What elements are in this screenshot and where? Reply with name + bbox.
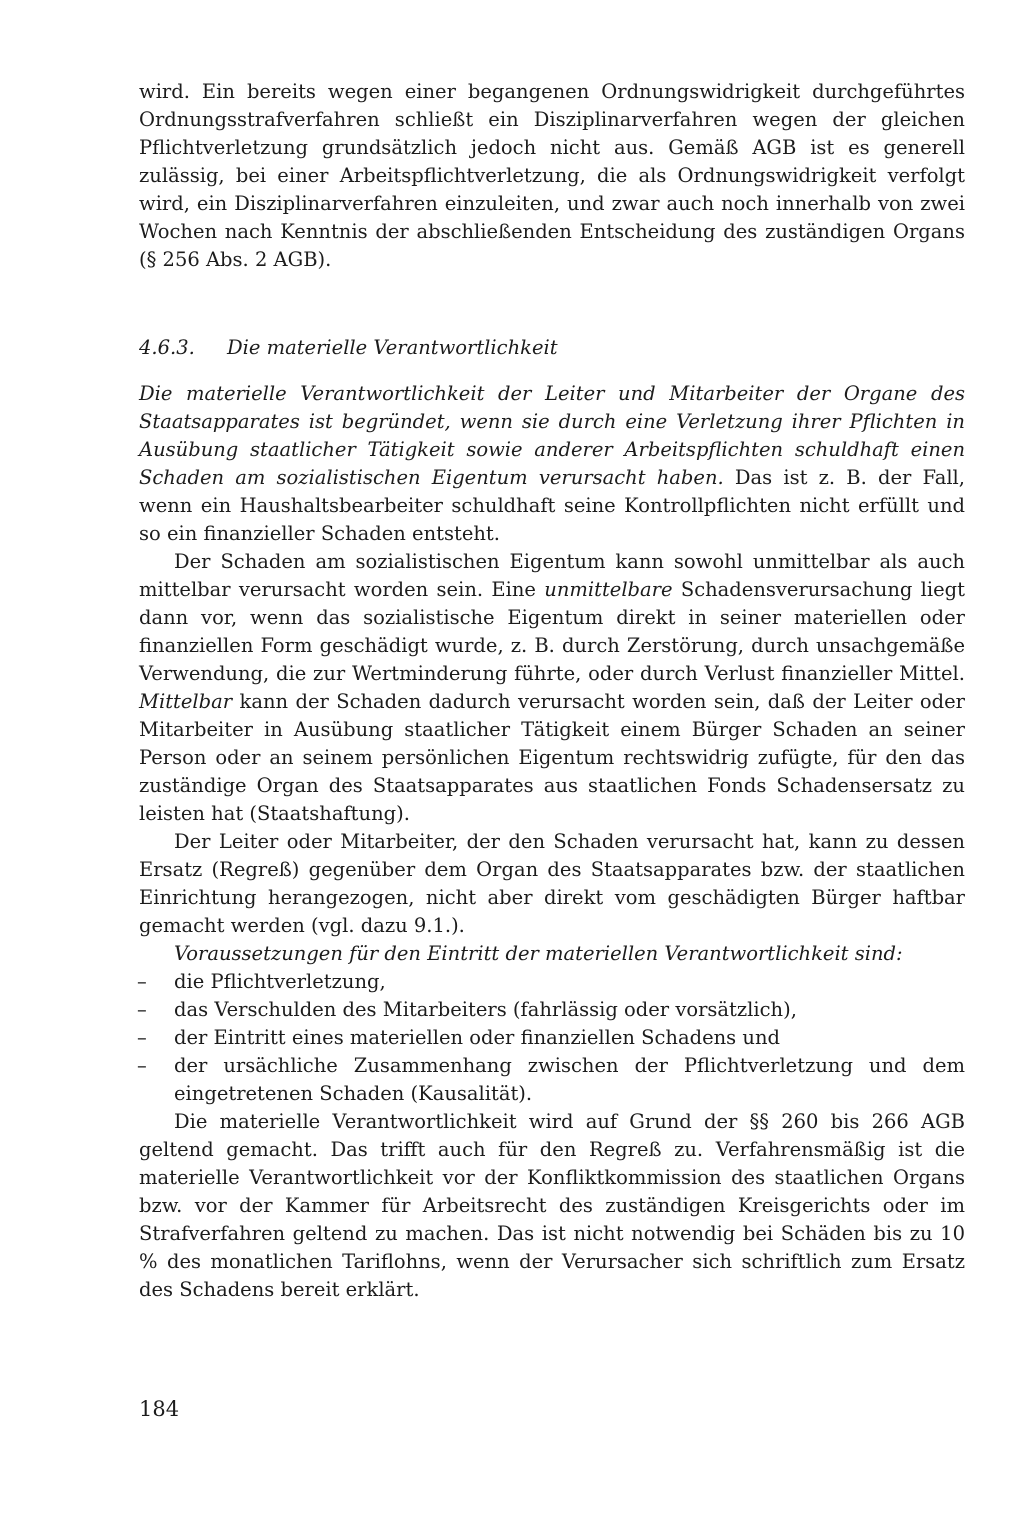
conditions-list (139, 968, 965, 1108)
top-paragraph: wird. Ein bereits wegen einer begangenen Ordnungswidrigkeit durchgeführtes Ordnungsstrafverfahren schließt ein Disziplinarverfahren wegen der gleichen Pflichtverletzung grundsätzlich jedoch nicht aus. Gemäß AGB ist es generell zulässig, bei einer Arbeitspflichtverletzung, die als Ordnungswidrigkeit verfolgt wird, ein Disziplinarverfahren einzuleiten, und zwar auch noch innerhalb von zwei Wochen nach Kenntnis der abschließenden Entscheidung des zuständigen Organs (§ 256 Abs. 2 AGB). (139, 80, 965, 271)
list-item (139, 1024, 965, 1052)
list-item (139, 968, 965, 996)
damage-italic-mittelbar: Mittelbar (139, 690, 233, 713)
list-item-text: die Pflichtverletzung, (174, 970, 386, 993)
section-number: 4.6.3. (139, 336, 195, 359)
list-dash: – (137, 1026, 147, 1049)
list-dash: – (137, 970, 147, 993)
list-item (139, 1052, 965, 1108)
list-item-text: der Eintritt eines materiellen oder finanziellen Schadens und (174, 1026, 780, 1049)
damage-paragraph (139, 548, 965, 828)
page-body (139, 78, 965, 1304)
damage-text-2: Schadensverursachung liegt dann vor, wenn das sozialistische Eigentum direkt in seiner materiellen oder finanziellen Form geschädigt wurde, z. B. durch Zerstörung, durch unsachgemäße Verwendung, die zur Wertminderung führte, oder durch Verlust finanzieller Mittel. (139, 578, 965, 685)
list-dash: – (137, 998, 147, 1021)
intro-italic-text: Die materielle Verantwortlichkeit der Leiter und Mitarbeiter der Organe des Staatsapparates ist begründet, wenn sie durch eine Verletzung ihrer Pflichten in Ausübung staatlicher Tätigkeit sowie anderer Arbeitspflichten schuldhaft einen Schaden am sozialistischen Eigentum verursacht haben. (139, 382, 965, 489)
intro-paragraph (139, 380, 965, 548)
section-heading (139, 334, 965, 362)
damage-text-1: Der Schaden am sozialistischen Eigentum kann sowohl unmittelbar als auch mittelbar verursacht worden sein. Eine (139, 550, 965, 601)
list-dash: – (137, 1054, 147, 1077)
list-item (139, 996, 965, 1024)
conditions-lead: Voraussetzungen für den Eintritt der materiellen Verantwortlichkeit sind: (174, 942, 903, 965)
list-item-text: das Verschulden des Mitarbeiters (fahrlässig oder vorsätzlich), (174, 998, 797, 1021)
page-number: 184 (139, 1397, 180, 1421)
damage-text-3: kann der Schaden dadurch verursacht worden sein, daß der Leiter oder Mitarbeiter in Ausübung staatlicher Tätigkeit einem Bürger Schaden an seiner Person oder an seinem persönlichen Eigentum rechtswidrig zufügte, für den das zuständige Organ des Staatsapparates aus staatlichen Fonds Schadensersatz zu leisten hat (Staatshaftung). (139, 690, 965, 825)
regress-paragraph: Der Leiter oder Mitarbeiter, der den Schaden verursacht hat, kann zu dessen Ersatz (Regreß) gegenüber dem Organ des Staatsapparates bzw. der staatlichen Einrichtung herangezogen, nicht aber direkt vom geschädigten Bürger haftbar gemacht werden (vgl. dazu 9.1.). (139, 830, 965, 937)
list-item-text: der ursächliche Zusammenhang zwischen der Pflichtverletzung und dem eingetretenen Schaden (Kausalität). (174, 1054, 965, 1105)
intro-rest-text: Das ist z. B. der Fall, wenn ein Haushaltsbearbeiter schuldhaft seine Kontrollpflichten nicht erfüllt und so ein finanzieller Schaden entsteht. (139, 466, 965, 545)
damage-italic-unmittelbare: unmittelbare (544, 578, 673, 601)
section-title: Die materielle Verantwortlichkeit (227, 336, 558, 359)
final-paragraph: Die materielle Verantwortlichkeit wird auf Grund der §§ 260 bis 266 AGB geltend gemacht. Das trifft auch für den Regreß zu. Verfahrensmäßig ist die materielle Verantwortlichkeit vor der Konfliktkommission des staatlichen Organs bzw. vor der Kammer für Arbeitsrecht des zuständigen Kreisgerichts oder im Strafverfahren geltend zu machen. Das ist nicht notwendig bei Schäden bis zu 10 % des monatlichen Tariflohns, wenn der Verursacher sich schriftlich zum Ersatz des Schadens bereit erklärt. (139, 1110, 965, 1301)
